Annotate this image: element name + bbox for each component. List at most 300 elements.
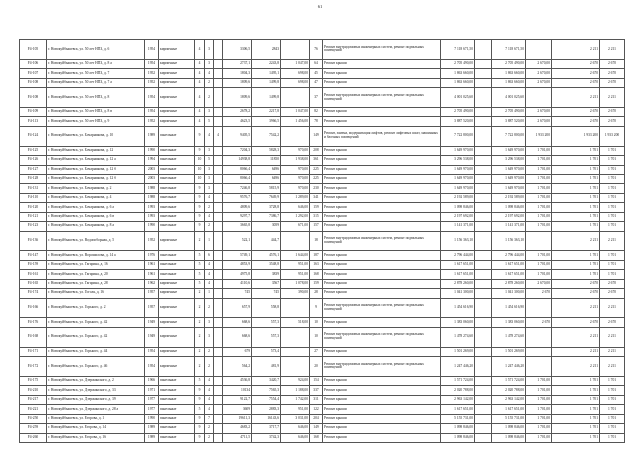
cell-en: 1 xyxy=(205,231,214,251)
cell-id: F4-109 xyxy=(20,107,47,116)
cell-en: 2 xyxy=(205,222,214,231)
cell-area3: 698,00 xyxy=(281,69,310,78)
cell-id: F4-108 xyxy=(20,88,47,108)
cell-fl: 4 xyxy=(195,59,205,68)
cell-area: 2678,2 xyxy=(223,107,252,116)
cell-x xyxy=(214,78,223,87)
cell-lim: 1 701 xyxy=(600,433,625,442)
cell-cost: 5 155 731,00 xyxy=(441,414,475,423)
cell-area3 xyxy=(281,298,310,318)
cell-area2: 6496 xyxy=(252,174,281,183)
cell-area: 9122,7 xyxy=(223,395,252,404)
cell-per: 1 701 xyxy=(552,260,600,269)
cell-addr: г. Новокуйбышевск, ул. Гагарина, д. 20 xyxy=(47,270,145,279)
cell-area2: 3966,5 xyxy=(252,117,281,126)
cell-area: 2737,1 xyxy=(223,59,252,68)
cell-cost: 3 887 520,00 xyxy=(441,117,475,126)
cell-en: 2 xyxy=(205,203,214,212)
cell-year: 1988 xyxy=(145,184,159,193)
cell-n: 230 xyxy=(310,184,323,193)
cell-per: 2 670 xyxy=(552,69,600,78)
cell-area3: 671,00 xyxy=(281,222,310,231)
cell-x xyxy=(214,433,223,442)
cell-lim: 1 701 xyxy=(600,376,625,385)
cell-n: 159 xyxy=(310,203,323,212)
cell-c3: 2 705 490,00 xyxy=(492,59,526,68)
table-row xyxy=(20,117,625,126)
cell-work: Ремонт внутридомовых инженерных систем, ремонт подвальных помещений xyxy=(323,88,441,108)
cell-area: 564,2 xyxy=(223,357,252,377)
cell-year: 1976 xyxy=(145,251,159,260)
cell-n: 76 xyxy=(310,40,323,60)
cell-en: 3 xyxy=(205,107,214,116)
cell-area: 9405,5 xyxy=(223,126,252,146)
cell-cost: 1 617 651,00 xyxy=(441,260,475,269)
cell-c4: 1 701,00 xyxy=(526,156,552,165)
cell-year: 1952 xyxy=(145,78,159,87)
cell-x xyxy=(214,318,223,327)
cell-c3: 2 878 260,00 xyxy=(492,279,526,288)
cell-id: F4-217 xyxy=(20,395,47,404)
cell-area: 14938,8 xyxy=(223,156,252,165)
cell-c3: 2 963 142,00 xyxy=(492,395,526,404)
cell-lim: 1 701 xyxy=(600,395,625,404)
cell-c3: 1 617 651,00 xyxy=(492,405,526,414)
cell-fl: 5 xyxy=(195,270,205,279)
cell-c4: 1 701,00 xyxy=(526,424,552,433)
cell-x xyxy=(214,376,223,385)
cell-area2: 1499,8 xyxy=(252,88,281,108)
cell-c3: 2 020 788,00 xyxy=(492,386,526,395)
cell-id: F4-113 xyxy=(20,117,47,126)
cell-lim: 1 701 xyxy=(600,156,625,165)
cell-cost: 2 705 490,00 xyxy=(441,107,475,116)
cell-area3: 970,00 xyxy=(281,184,310,193)
cell-lim: 1 701 xyxy=(600,260,625,269)
cell-c3: 1 454 616,90 xyxy=(492,298,526,318)
cell-x xyxy=(214,184,223,193)
cell-c2 xyxy=(475,424,492,433)
table-row xyxy=(20,327,625,347)
cell-n: 225 xyxy=(310,165,323,174)
cell-cost: 2 192 589,00 xyxy=(441,193,475,202)
cell-id: F4-105 xyxy=(20,40,47,60)
cell-en: 4 xyxy=(205,386,214,395)
cell-work: Ремонт крыши xyxy=(323,260,441,269)
cell-cost: 2 963 142,00 xyxy=(441,395,475,404)
cell-c4: 1 701,00 xyxy=(526,395,552,404)
table-row xyxy=(20,203,625,212)
cell-area2: 745 xyxy=(252,289,281,298)
cell-c2 xyxy=(475,78,492,87)
cell-area3 xyxy=(281,88,310,108)
cell-id: F4-128 xyxy=(20,174,47,183)
cell-mat: панельные xyxy=(159,376,195,385)
cell-year: 1952 xyxy=(145,117,159,126)
cell-n: 337 xyxy=(310,386,323,395)
cell-c2 xyxy=(475,270,492,279)
cell-fl: 9 xyxy=(195,395,205,404)
cell-en: 2 xyxy=(205,357,214,377)
cell-n: 10 xyxy=(310,318,323,327)
cell-mat: панельные xyxy=(159,414,195,423)
cell-mat: панельные xyxy=(159,165,195,174)
cell-year: 1990 xyxy=(145,414,159,423)
cell-mat: кирпичные xyxy=(159,78,195,87)
cell-n: 225 xyxy=(310,174,323,183)
cell-mat: панельные xyxy=(159,193,195,202)
cell-en: 5 xyxy=(205,117,214,126)
cell-area: 522,1 xyxy=(223,231,252,251)
cell-fl: 9 xyxy=(195,212,205,221)
cell-c4: 1 701,00 xyxy=(526,414,552,423)
cell-id: F4-124 xyxy=(20,126,47,146)
cell-c4: 1 701,00 xyxy=(526,270,552,279)
cell-area3 xyxy=(281,40,310,60)
cell-c2 xyxy=(475,395,492,404)
cell-year: 1988 xyxy=(145,193,159,202)
cell-work: Ремонт крыши xyxy=(323,146,441,155)
cell-area3: 646,00 xyxy=(281,424,310,433)
cell-per: 1 701 xyxy=(552,433,600,442)
cell-addr: г. Новокуйбышевск, ул. 50 лет НПЗ, д. 9 xyxy=(47,117,145,126)
cell-fl: 4 xyxy=(195,78,205,87)
cell-area2: 3420,7 xyxy=(252,376,281,385)
cell-lim: 1 701 xyxy=(600,184,625,193)
cell-cost: 1 863 660,00 xyxy=(441,69,475,78)
cell-mat: панельные xyxy=(159,203,195,212)
cell-c4: 1 701,00 xyxy=(526,165,552,174)
cell-area3: 1 644,00 xyxy=(281,251,310,260)
cell-lim: 1 701 xyxy=(600,203,625,212)
cell-area: 19611,3 xyxy=(223,414,252,423)
cell-addr: г. Новокуйбышевск, ул. Егорова, д. 16 xyxy=(47,433,145,442)
cell-per: 1 701 xyxy=(552,174,600,183)
cell-area3: 1 742,00 xyxy=(281,395,310,404)
cell-c4: 1 701,00 xyxy=(526,212,552,221)
cell-cost: 1 649 970,00 xyxy=(441,184,475,193)
cell-cost: 3 296 538,00 xyxy=(441,156,475,165)
cell-x xyxy=(214,424,223,433)
cell-area3: 1 047,00 xyxy=(281,59,310,68)
cell-area: 3306,5 xyxy=(223,40,252,60)
cell-en: 4 xyxy=(205,212,214,221)
cell-mat: панельные xyxy=(159,222,195,231)
table-row xyxy=(20,156,625,165)
table-row xyxy=(20,40,625,60)
cell-per: 2 670 xyxy=(552,289,600,298)
cell-per: 2 670 xyxy=(552,107,600,116)
cell-cost: 7 722 800,00 xyxy=(441,126,475,146)
cell-lim: 2 211 xyxy=(600,231,625,251)
cell-c4: 2 670,00 xyxy=(526,117,552,126)
cell-c2 xyxy=(475,212,492,221)
cell-area3: 970,00 xyxy=(281,146,310,155)
cell-per: 1 701 xyxy=(552,212,600,221)
cell-work: Ремонт крыши xyxy=(323,203,441,212)
cell-area2: 7542,2 xyxy=(252,126,281,146)
cell-per: 1 701 xyxy=(552,193,600,202)
cell-mat: кирпичные xyxy=(159,318,195,327)
cell-n: 204 xyxy=(310,414,323,423)
cell-work: Ремонт крыши xyxy=(323,78,441,87)
cell-cost: 2 197 692,00 xyxy=(441,212,475,221)
cell-fl: 10 xyxy=(195,165,205,174)
cell-c4: 1 701,00 xyxy=(526,433,552,442)
cell-c4: 2 670,00 xyxy=(526,59,552,68)
cell-cost: 2 020 788,00 xyxy=(441,386,475,395)
cell-mat: панельные xyxy=(159,212,195,221)
table-row xyxy=(20,184,625,193)
cell-en: 7 xyxy=(205,414,214,423)
cell-area2: 7554,4 xyxy=(252,395,281,404)
cell-fl: 5 xyxy=(195,376,205,385)
cell-addr: г. Новокуйбышевск, ул. Бочарникова, д. 2 xyxy=(47,184,145,193)
cell-area2: 2843 xyxy=(252,40,281,60)
cell-year: 1989 xyxy=(145,433,159,442)
cell-per: 1 701 xyxy=(552,386,600,395)
cell-area3: 951,00 xyxy=(281,260,310,269)
cell-fl: 9 xyxy=(195,222,205,231)
cell-en: 4 xyxy=(205,376,214,385)
table-row xyxy=(20,318,625,327)
cell-n: 37 xyxy=(310,88,323,108)
cell-fl: 2 xyxy=(195,357,205,377)
cell-id: F4-161 xyxy=(20,270,47,279)
cell-year: 1954 xyxy=(145,357,159,377)
cell-addr: г. Новокуйбышевск, ул. Бочарникова, д. 6 в xyxy=(47,212,145,221)
cell-id: F4-120 xyxy=(20,203,47,212)
table-body xyxy=(20,40,625,443)
cell-mat: панельные xyxy=(159,424,195,433)
cell-lim: 1 701 xyxy=(600,251,625,260)
cell-c2 xyxy=(475,117,492,126)
cell-addr: г. Новокуйбышевск, ул. Дзержинского, д. 28 а xyxy=(47,405,145,414)
cell-c2 xyxy=(475,203,492,212)
cell-c4: 1 701,00 xyxy=(526,146,552,155)
cell-c4: 2 670 xyxy=(526,318,552,327)
cell-id: F4-147 xyxy=(20,251,47,260)
cell-id: F4-259 xyxy=(20,424,47,433)
cell-fl: 2 xyxy=(195,327,205,347)
table-row xyxy=(20,231,625,251)
cell-addr: г. Новокуйбышевск, ул. Водопоборная, д. 5 xyxy=(47,231,145,251)
cell-area: 1804,3 xyxy=(223,69,252,78)
table-row xyxy=(20,298,625,318)
cell-year: 1962 xyxy=(145,279,159,288)
table-row xyxy=(20,222,625,231)
cell-en: 4 xyxy=(205,270,214,279)
cell-cost: 1 098 846,00 xyxy=(441,433,475,442)
cell-en: 3 xyxy=(205,59,214,68)
cell-fl: 2 xyxy=(195,347,205,356)
table-row xyxy=(20,347,625,356)
cell-n: 311 xyxy=(310,395,323,404)
cell-id: F4-127 xyxy=(20,165,47,174)
cell-c3: 1 649 970,00 xyxy=(492,165,526,174)
cell-per: 1 701 xyxy=(552,251,600,260)
cell-c4 xyxy=(526,327,552,347)
cell-area: 4623,5 xyxy=(223,117,252,126)
cell-area: 8066,4 xyxy=(223,165,252,174)
table-row xyxy=(20,107,625,116)
table-row xyxy=(20,193,625,202)
table-row xyxy=(20,405,625,414)
cell-c2 xyxy=(475,260,492,269)
cell-lim: 1 701 xyxy=(600,193,625,202)
cell-area3: 924,00 xyxy=(281,376,310,385)
cell-c2 xyxy=(475,156,492,165)
cell-cost: 1 478 274,60 xyxy=(441,327,475,347)
cell-addr: г. Новокуйбышевск, ул. Горького, д. 46 xyxy=(47,357,145,377)
cell-mat: панельные xyxy=(159,260,195,269)
cell-work: Ремонт внутридомовых инженерных систем, ремонт подвальных помещений xyxy=(323,298,441,318)
cell-en: 3 xyxy=(205,327,214,347)
cell-area2: 4576,1 xyxy=(252,251,281,260)
cell-x xyxy=(214,260,223,269)
cell-addr: г. Новокуйбышевск, ул. Бочарникова, д. 8 а xyxy=(47,222,145,231)
cell-n: 341 xyxy=(310,193,323,202)
cell-id: F4-260 xyxy=(20,433,47,442)
cell-area2: 558,8 xyxy=(252,298,281,318)
table-row xyxy=(20,289,625,298)
cell-c3: 3 887 520,00 xyxy=(492,117,526,126)
cell-area2: 444,7 xyxy=(252,231,281,251)
cell-area2: 5815,9 xyxy=(252,184,281,193)
cell-area: 4853,9 xyxy=(223,260,252,269)
cell-c4 xyxy=(526,347,552,356)
cell-year: 1971 xyxy=(145,386,159,395)
cell-addr: г. Новокуйбышевск, ул. 50 лет НПЗ, д. 6 xyxy=(47,40,145,60)
cell-en: 6 xyxy=(205,251,214,260)
cell-fl: 2 xyxy=(195,231,205,251)
table-row xyxy=(20,251,625,260)
cell-per: 1 701 xyxy=(552,424,600,433)
cell-x xyxy=(214,279,223,288)
cell-lim: 2 670 xyxy=(600,69,625,78)
cell-area: 4711,5 xyxy=(223,433,252,442)
cell-c3: 1 617 651,00 xyxy=(492,270,526,279)
cell-en: 2 xyxy=(205,347,214,356)
cell-area: 1809,6 xyxy=(223,78,252,87)
cell-n: 315 xyxy=(310,212,323,221)
cell-x xyxy=(214,107,223,116)
cell-per: 1 701 xyxy=(552,165,600,174)
cell-mat: кирпичные xyxy=(159,40,195,60)
cell-fl: 2 xyxy=(195,318,205,327)
cell-mat: кирпичные xyxy=(159,298,195,318)
cell-cost: 1 098 846,00 xyxy=(441,424,475,433)
cell-area3: 646,00 xyxy=(281,433,310,442)
cell-mat: панельные xyxy=(159,251,195,260)
cell-lim: 1 701 xyxy=(600,405,625,414)
cell-c2 xyxy=(475,357,492,377)
cell-c4: 1 701,00 xyxy=(526,203,552,212)
cell-en: 3 xyxy=(205,146,214,155)
cell-year: 1957 xyxy=(145,289,159,298)
cell-lim: 2 670 xyxy=(600,78,625,87)
table-row xyxy=(20,88,625,108)
cell-en: 4 xyxy=(205,405,214,414)
cell-cost: 1 649 970,00 xyxy=(441,165,475,174)
cell-c4: 2 670,00 xyxy=(526,107,552,116)
cell-lim: 2 211 xyxy=(600,357,625,377)
cell-x xyxy=(214,222,223,231)
cell-year: 1949 xyxy=(145,327,159,347)
table-row xyxy=(20,279,625,288)
cell-c4 xyxy=(526,88,552,108)
cell-id: F4-171 xyxy=(20,347,47,356)
cell-area2: 16143,6 xyxy=(252,414,281,423)
cell-work: Ремонт крыши xyxy=(323,165,441,174)
cell-work: Ремонт крыши xyxy=(323,347,441,356)
cell-c4: 1 701,00 xyxy=(526,174,552,183)
cell-c4: 1 701,00 xyxy=(526,251,552,260)
cell-c2 xyxy=(475,433,492,442)
cell-en: 4 xyxy=(205,279,214,288)
cell-fl: 10 xyxy=(195,156,205,165)
cell-area3: 1 047,00 xyxy=(281,107,310,116)
cell-n: 27 xyxy=(310,347,323,356)
cell-area: 4683,2 xyxy=(223,424,252,433)
table-row xyxy=(20,165,625,174)
cell-lim: 2 670 xyxy=(600,289,625,298)
cell-area: 7204,3 xyxy=(223,146,252,155)
cell-work: Ремонт крыши xyxy=(323,174,441,183)
cell-cost: 2 878 260,00 xyxy=(441,279,475,288)
cell-addr: г. Новокуйбышевск, ул. Бочарникова, д. 6 а xyxy=(47,203,145,212)
cell-fl: 9 xyxy=(195,203,205,212)
cell-cost: 1 454 616,90 xyxy=(441,298,475,318)
cell-area: 3665,8 xyxy=(223,222,252,231)
cell-id: F4-110 xyxy=(20,193,47,202)
cell-work: Ремонт крыши xyxy=(323,414,441,423)
cell-area: 5749,1 xyxy=(223,251,252,260)
cell-area3: 1 078,00 xyxy=(281,279,310,288)
cell-work: Ремонт крыши xyxy=(323,395,441,404)
cell-lim: 1 701 xyxy=(600,270,625,279)
cell-lim: 1 701 xyxy=(600,212,625,221)
cell-c3: 2 796 444,00 xyxy=(492,251,526,260)
table-row xyxy=(20,376,625,385)
cell-mat: кирпичные xyxy=(159,289,195,298)
cell-fl: 9 xyxy=(195,146,205,155)
cell-c3: 7 118 671,50 xyxy=(492,40,526,60)
cell-n: 168 xyxy=(310,433,323,442)
cell-c3: 4 001 025,60 xyxy=(492,88,526,108)
cell-c3: 2 197 692,00 xyxy=(492,212,526,221)
cell-c4: 2 670 xyxy=(526,289,552,298)
cell-cost: 2 796 444,00 xyxy=(441,251,475,260)
cell-n: 154 xyxy=(310,376,323,385)
cell-fl: 9 xyxy=(195,386,205,395)
cell-per: 1 933 200 xyxy=(552,126,600,146)
cell-year: 1993 xyxy=(145,203,159,212)
cell-cost: 1 617 651,00 xyxy=(441,405,475,414)
cell-area2: 2243,8 xyxy=(252,59,281,68)
cell-cost: 4 001 025,60 xyxy=(441,88,475,108)
cell-c3: 1 649 970,00 xyxy=(492,146,526,155)
cell-mat: кирпичные xyxy=(159,117,195,126)
cell-mat: панельные xyxy=(159,184,195,193)
cell-work: Ремонт крыши xyxy=(323,107,441,116)
cell-addr: г. Новокуйбышевск, ул. Бочарникова, д. 12 а xyxy=(47,156,145,165)
cell-n: 208 xyxy=(310,146,323,155)
cell-lim: 2 670 xyxy=(600,107,625,116)
cell-year: 1954 xyxy=(145,88,159,108)
cell-area2: 7565,3 xyxy=(252,386,281,395)
cell-c3: 3 296 538,00 xyxy=(492,156,526,165)
